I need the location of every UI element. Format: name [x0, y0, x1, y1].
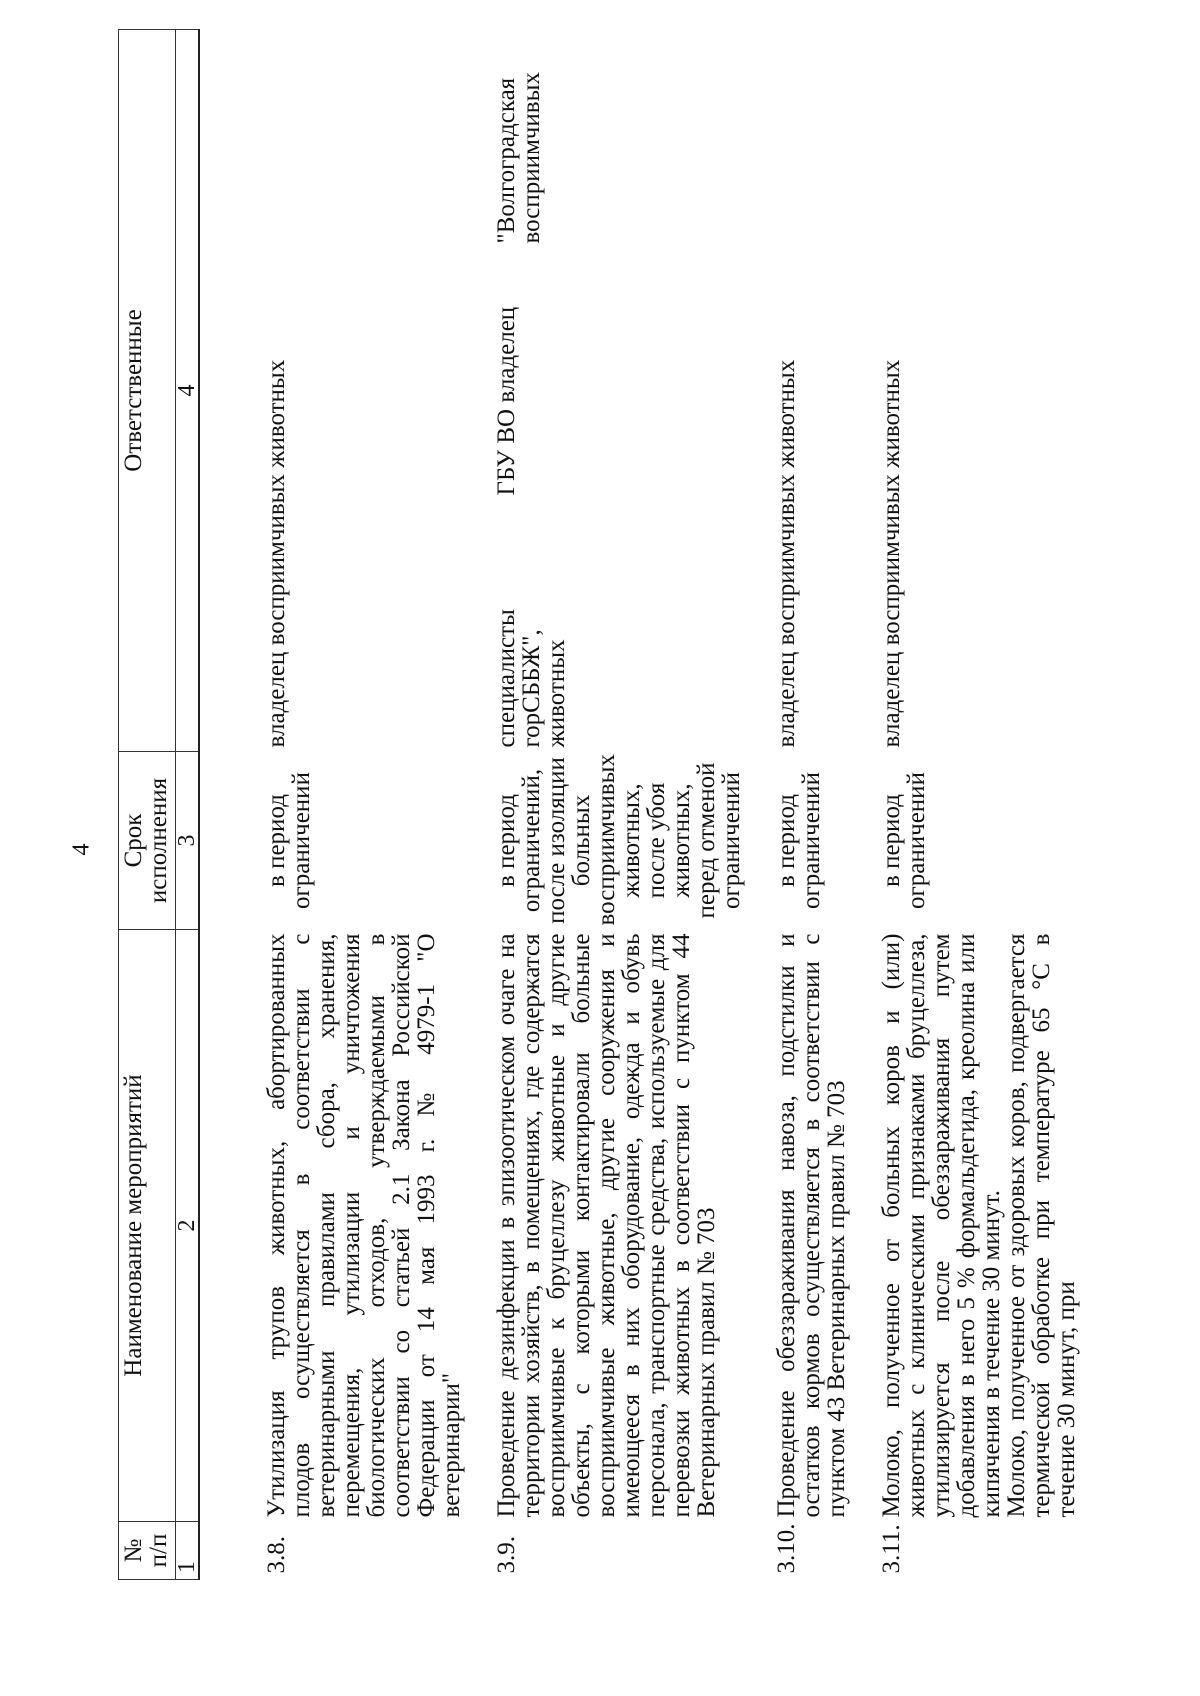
measure-description: Проведение обеззараживания навоза, подстилки и остатков кормов осуществляется в соответствии с пунктом 43 Ветеринарных правил № 703 [773, 933, 850, 1518]
measure-term: в период ограничений [878, 772, 930, 909]
measure-description-part: Молоко, полученное от здоровых коров, подвергается термической обработке при температуре 65 °С в течение 30 минут, при [1003, 933, 1080, 1518]
column-number: 3 [176, 752, 200, 930]
header-responsible: Ответственные [119, 30, 176, 752]
header-row [119, 30, 176, 1580]
column-number: 4 [176, 30, 200, 752]
measure-description: Проведение дезинфекции в эпизоотическом очаге на территории хозяйств, в помещениях, где содержатся восприимчивые к бруцеллезу животные и другие объекты, с которыми контактировали больные восприимчивые животные, другие сооружения и имеющееся в них оборудование, одежда и обувь персонала, транспортные средства, используемые для перевозки животных в соответствии с пунктом 44 Ветеринарных правил № 703 [493, 933, 720, 1518]
measure-description [879, 930, 1109, 1522]
responsible-part: ГБУ ВО владелец [493, 306, 520, 496]
table-row [774, 30, 879, 1580]
rotated-page-content [118, 30, 1080, 1580]
responsible-part: "Волгоградская восприимчивых [493, 72, 545, 244]
measure-description-part: Молоко, полученное от больных коров и (или) животных с клиническими признаками бруцеллеза, утилизируется после обеззараживания путем добавления в него 5 % формальдегида, креолина или кипячения в течение 30 минут. [878, 933, 1005, 1518]
measure-responsible: владелец восприимчивых животных [878, 359, 905, 748]
page-number: 4 [68, 843, 95, 856]
column-number-row [176, 30, 200, 1580]
measure-responsible [494, 30, 774, 752]
header-term: Срок исполнения [119, 752, 176, 930]
measure-responsible: владелец восприимчивых животных [773, 359, 800, 748]
measure-term: в период ограничений [263, 772, 315, 909]
header-num: № п/п [119, 1522, 176, 1580]
table-row [494, 30, 774, 1580]
measure-description: Утилизация трупов животных, абортированных плодов осуществляется в соответствии с ветеринарными правилами сбора, хранения, перемещения, утилизации и уничтожения биологических отходов, утверждаемыми в соответствии со статьей 2.1 Закона Российской Федерации от 14 мая 1993 г. № 4979-1 "О ветеринарии" [263, 933, 465, 1518]
measure-term: в период ограничений, после изоляции больных восприимчивых животных, после убоя животных, перед отменой ограничений [493, 754, 745, 926]
row-number: 3.11. [878, 1524, 905, 1574]
measures-table [118, 29, 1109, 1580]
column-number: 1 [176, 1522, 200, 1580]
header-measures: Наименование мероприятий [119, 930, 176, 1522]
responsible-part: специалисты горСББЖ", животных [493, 609, 570, 748]
table-row [264, 30, 494, 1580]
table-row [879, 30, 1109, 1580]
row-number: 3.9. [493, 1536, 520, 1574]
measure-term: в период ограничений [773, 772, 825, 909]
measure-responsible: владелец восприимчивых животных [263, 359, 290, 748]
row-number: 3.10. [773, 1523, 800, 1574]
row-number: 3.8. [263, 1536, 290, 1574]
column-number: 2 [176, 930, 200, 1522]
